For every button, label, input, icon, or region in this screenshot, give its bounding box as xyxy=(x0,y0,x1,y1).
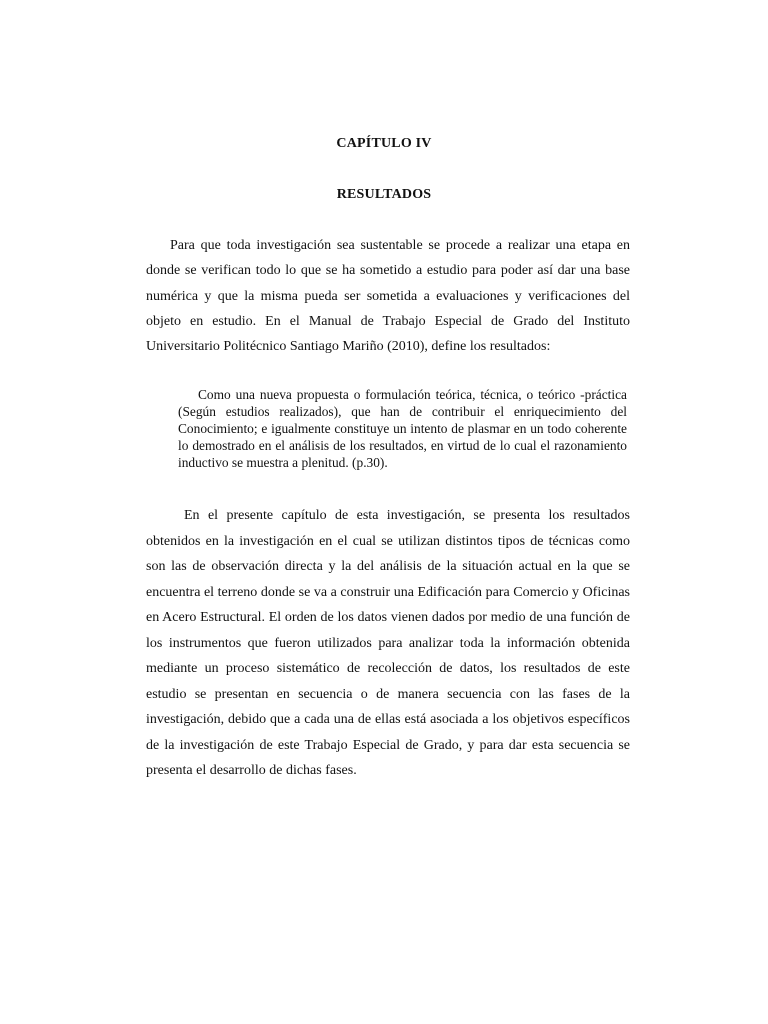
body-paragraph-results: En el presente capítulo de esta investigación, se presenta los resultados obtenidos en la investigación en el cual se utilizan distintos tipos de técnicas como son las de observación directa y la del análisis de la situación actual en la que se encuentra el terreno donde se va a construir una Edificación para Comercio y Oficinas en Acero Estructural. El orden de los datos vienen dados por medio de una función de los instrumentos que fueron utilizados para analizar toda la información obtenida mediante un proceso sistemático de recolección de datos, los resultados de este estudio se presentan en secuencia o de manera secuencia con las fases de la investigación, debido que a cada una de ellas está asociada a los objetivos específicos de la investigación de este Trabajo Especial de Grado, y para dar esta secuencia se presenta el desarrollo de dichas fases. xyxy=(146,508,630,778)
chapter-title: CAPÍTULO IV xyxy=(336,136,432,151)
section-title: RESULTADOS xyxy=(336,187,432,202)
body-paragraph-intro: Para que toda investigación sea sustentable se procede a realizar una etapa en donde se verifican todo lo que se ha sometido a estudio para poder así dar una base numérica y que la misma pueda ser sometida a evaluaciones y verificaciones del objeto en estudio. En el Manual de Trabajo Especial de Grado del Instituto Universitario Politécnico Santiago Mariño (2010), define los resultados: xyxy=(146,238,630,355)
block-quote: Como una nueva propuesta o formulación teórica, técnica, o teórico -práctica (Según estudios realizados), que han de contribuir el enriquecimiento del Conocimiento; e igualmente constituye un intento de plasmar en un todo coherente lo demostrado en el análisis de los resultados, en virtud de lo cual el razonamiento inductivo se muestra a plenitud. (p.30). xyxy=(178,387,627,470)
